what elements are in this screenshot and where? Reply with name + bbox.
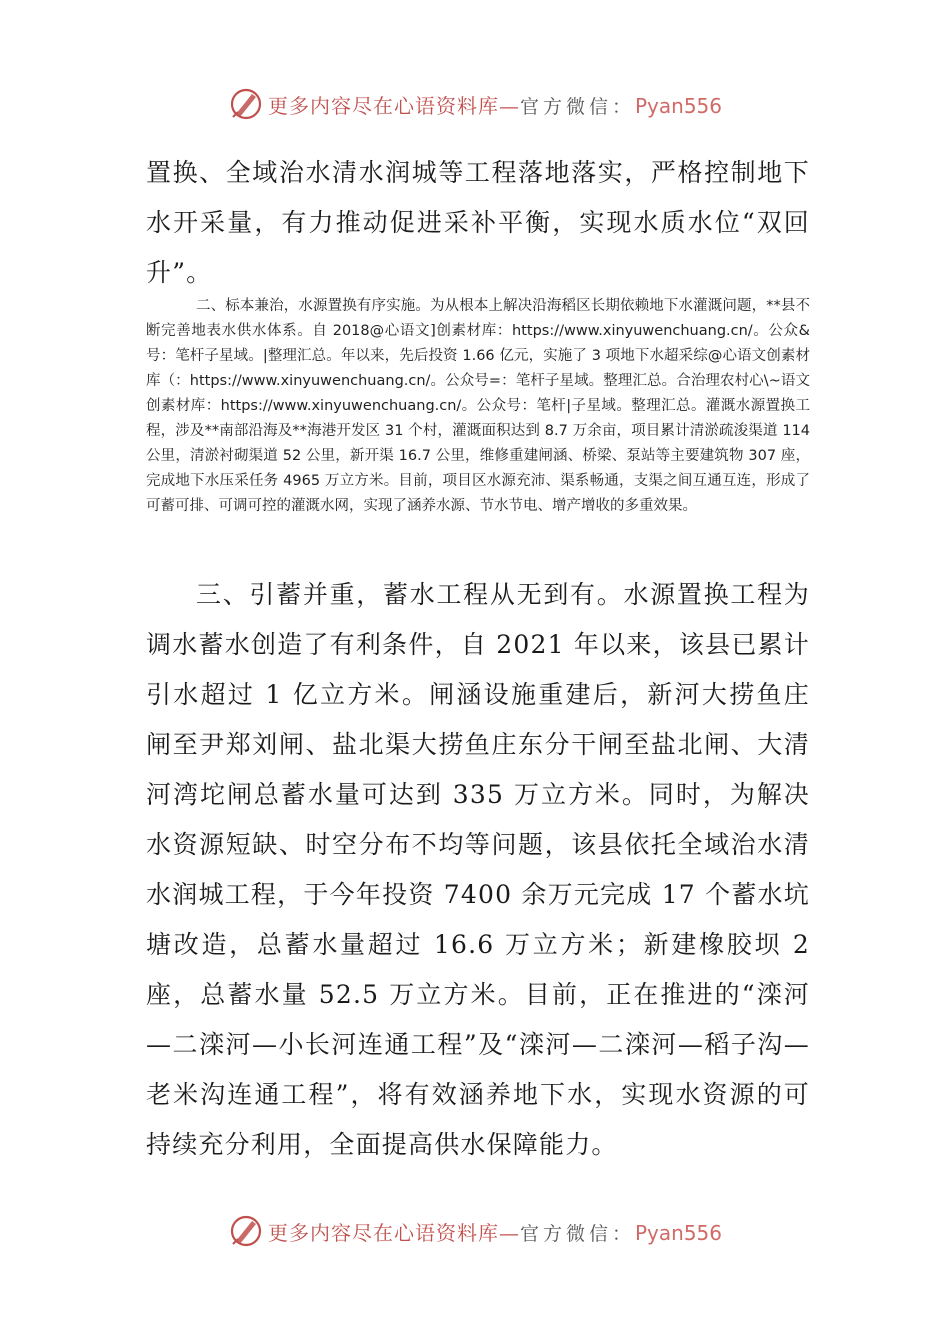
banner-main-text: 更多内容尽在心语资料库—: [267, 93, 520, 118]
banner-wechat-label: 官方微信：: [519, 95, 635, 118]
banner-wechat-id: Pyan556: [635, 93, 723, 118]
paragraph-section-two: 二、标本兼治，水源置换有序实施。为从根本上解决沿海稻区长期依赖地下水灌溉问题，**县不断完善地表水供水体系。自 2018@心语文]创素材库：https://www.xinyuwenchuang.cn/。公众&号：笔杆子星域。|整理汇总。年以来，先后投资 1.66 亿元，实施了 3 项地下水超采综@心语文创素材库（：https://www.xinyuwenchuang.cn/。公众号=：笔杆子星域。整理汇总。合治理农村心\~语文创素材库：https://www.xinyuwenchuang.cn/。公众号：笔杆|子星域。整理汇总。灌溉水源置换工程，涉及**南部沿海及**海港开发区 31 个村，灌溉面积达到 8.7 万余亩，项目累计清淤疏浚渠道 114 公里，清淤衬砌渠道 52 公里，新开渠 16.7 公里，维修重建闸涵、桥梁、泵站等主要建筑物 307 座，完成地下水压采任务 4965 万立方米。目前，项目区水源充沛、渠系畅通，支渠之间互通互连，形成了可蓄可排、可调可控的灌溉水网，实现了涵养水源、节水节电、增产增收的多重效果。: [146, 298, 810, 514]
paragraph-continuation: 置换、全域治水清水润城等工程落地落实，严格控制地下水开采量，有力推动促进采补平衡，实现水质水位“双回升”。: [146, 158, 810, 287]
pen-logo-icon: [228, 1213, 264, 1249]
banner-wechat-label: 官方微信：: [519, 1222, 635, 1245]
pen-logo-icon: [228, 86, 264, 122]
banner-text: [268, 90, 722, 119]
header-watermark-banner: [0, 82, 950, 126]
paragraph-section-three: 三、引蓄并重，蓄水工程从无到有。水源置换工程为调水蓄水创造了有利条件，自 2021 年以来，该县已累计引水超过 1 亿立方米。闸涵设施重建后，新河大捞鱼庄闸至尹郑刘闸、盐北渠大捞鱼庄东分干闸至盐北闸、大清河湾坨闸总蓄水量可达到 335 万立方米。同时，为解决水资源短缺、时空分布不均等问题，该县依托全域治水清水润城工程，于今年投资 7400 余万元完成 17 个蓄水坑塘改造，总蓄水量超过 16.6 万立方米；新建橡胶坝 2 座，总蓄水量 52.5 万立方米。目前，正在推进的“滦河—二滦河—小长河连通工程”及“滦河—二滦河—稻子沟—老米沟连通工程”，将有效涵养地下水，实现水资源的可持续充分利用，全面提高供水保障能力。: [146, 580, 810, 1159]
banner-main-text: 更多内容尽在心语资料库—: [267, 1220, 520, 1245]
banner-wechat-id: Pyan556: [635, 1220, 723, 1245]
footer-watermark-banner: [0, 1209, 950, 1253]
banner-text: [268, 1217, 722, 1246]
